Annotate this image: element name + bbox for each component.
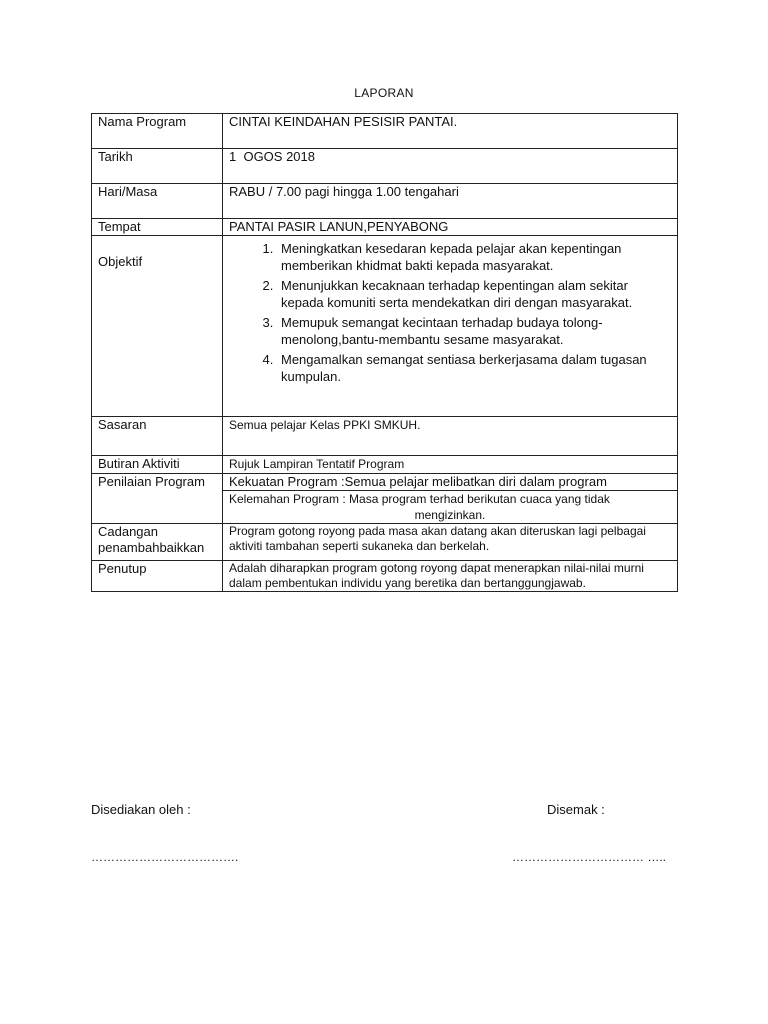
tarikh-text: 1 OGOS 2018 bbox=[229, 149, 315, 164]
list-item: 1. Meningkatkan kesedaran kepada pelajar akan kepentingan memberikan khidmat bakti kepada masyarakat. bbox=[277, 240, 671, 274]
objektif-list bbox=[229, 240, 671, 385]
row-label-sasaran: Sasaran bbox=[92, 417, 223, 456]
report-table bbox=[91, 113, 678, 592]
list-item: 3. Memupuk semangat kecintaan terhadap budaya tolong-menolong,bantu-membantu sesame masyarakat. bbox=[277, 314, 671, 348]
row-label-objektif bbox=[92, 236, 223, 417]
row-value-kelemahan bbox=[223, 491, 678, 524]
row-label-penutup: Penutup bbox=[92, 561, 223, 592]
row-value-tarikh bbox=[223, 149, 678, 184]
row-label-penilaian-program: Penilaian Program bbox=[92, 474, 223, 524]
objektif-label: Objektif bbox=[98, 254, 143, 269]
list-item: 4. Mengamalkan semangat sentiasa berkerjasama dalam tugasan kumpulan. bbox=[277, 351, 671, 385]
prepared-by-signature-line: ………………………………. bbox=[91, 850, 239, 864]
table-row bbox=[92, 114, 678, 149]
table-row bbox=[92, 219, 678, 236]
row-label-hari-masa: Hari/Masa bbox=[92, 184, 223, 219]
checked-by-signature-line: …………………………… ….. bbox=[512, 850, 667, 864]
row-value-hari-masa: RABU / 7.00 pagi hingga 1.00 tengahari bbox=[223, 184, 678, 219]
table-row bbox=[92, 456, 678, 474]
row-value-butiran-aktiviti: Rujuk Lampiran Tentatif Program bbox=[223, 456, 678, 474]
row-label-tempat: Tempat bbox=[92, 219, 223, 236]
kelemahan-line-2: mengizinkan. bbox=[414, 508, 486, 522]
row-label-butiran-aktiviti: Butiran Aktiviti bbox=[92, 456, 223, 474]
list-item: 2. Menunjukkan kecaknaan terhadap kepentingan alam sekitar kepada komuniti serta mendekatkan diri dengan masyarakat. bbox=[277, 277, 671, 311]
checked-by-label: Disemak : bbox=[547, 802, 605, 817]
table-row bbox=[92, 561, 678, 592]
prepared-by-label: Disediakan oleh : bbox=[91, 802, 191, 817]
table-row bbox=[92, 236, 678, 417]
row-label-tarikh: Tarikh bbox=[92, 149, 223, 184]
table-row bbox=[92, 524, 678, 561]
row-value-tempat: PANTAI PASIR LANUN,PENYABONG bbox=[223, 219, 678, 236]
row-value-cadangan: Program gotong royong pada masa akan datang akan diteruskan lagi pelbagai aktiviti tambahan seperti sukaneka dan berkelah. bbox=[223, 524, 678, 561]
table-row bbox=[92, 417, 678, 456]
table-row bbox=[92, 474, 678, 491]
row-label-nama-program: Nama Program bbox=[92, 114, 223, 149]
row-value-sasaran: Semua pelajar Kelas PPKI SMKUH. bbox=[223, 417, 678, 456]
row-value-objektif bbox=[223, 236, 678, 417]
table-row bbox=[92, 149, 678, 184]
row-value-nama-program: CINTAI KEINDAHAN PESISIR PANTAI. bbox=[223, 114, 678, 149]
document-title: LAPORAN bbox=[354, 86, 414, 100]
row-value-kekuatan: Kekuatan Program :Semua pelajar melibatkan diri dalam program bbox=[223, 474, 678, 491]
row-value-penutup: Adalah diharapkan program gotong royong dapat menerapkan nilai-nilai murni dalam pembentukan individu yang beretika dan bertanggungjawab. bbox=[223, 561, 678, 592]
row-label-cadangan: Cadangan penambahbaikkan bbox=[92, 524, 223, 561]
kelemahan-line-1: Kelemahan Program : Masa program terhad berikutan cuaca yang tidak bbox=[229, 492, 610, 506]
table-row bbox=[92, 184, 678, 219]
